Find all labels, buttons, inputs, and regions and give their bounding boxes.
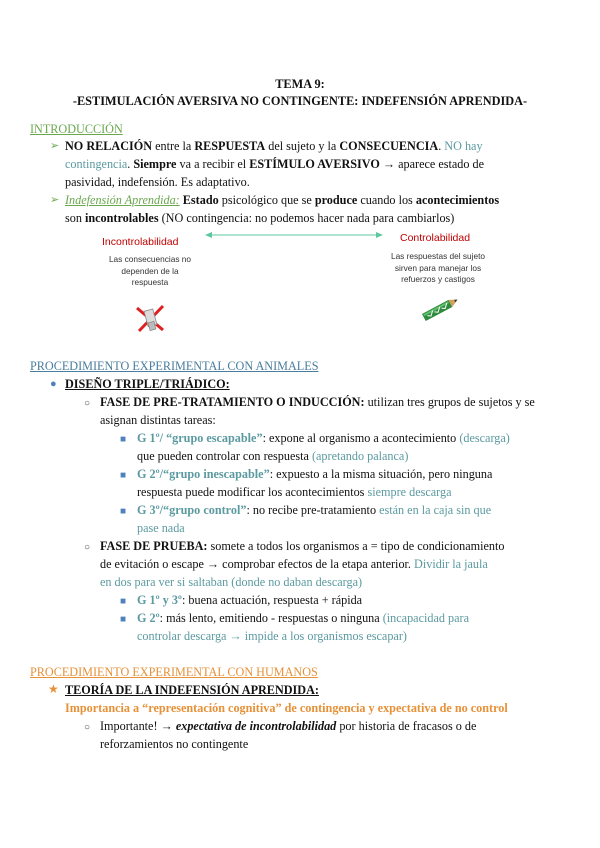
square-bullet-icon: ■ — [120, 434, 127, 445]
text-estado: Estado — [182, 193, 219, 207]
text: : no recibe pre-tratamiento — [246, 503, 380, 517]
group2-line1 — [137, 466, 592, 483]
result2-line1 — [137, 610, 592, 627]
text: cuando los — [357, 193, 416, 207]
theory-heading: TEORÍA DE LA INDEFENSIÓN APRENDIDA: — [65, 683, 319, 697]
circle-bullet-icon: ○ — [84, 722, 91, 733]
figure-text-right — [363, 251, 513, 286]
text-no-hay: NO hay — [444, 139, 483, 153]
text: va a recibir el — [176, 157, 250, 171]
phase2-label: FASE DE PRUEBA: — [100, 539, 208, 553]
phase2-line1 — [100, 538, 592, 555]
text: . — [438, 139, 445, 153]
text-no-relacion: NO RELACIÓN — [65, 139, 153, 153]
text-respuesta: RESPUESTA — [194, 139, 266, 153]
group1-line1 — [137, 430, 592, 447]
figure-text-line: sirven para manejar los — [394, 262, 482, 273]
phase1-line1 — [100, 394, 590, 411]
text: son — [65, 211, 85, 225]
text: Importante! → — [100, 719, 176, 733]
phase1-label: FASE DE PRE-TRATAMIENTO O INDUCCIÓN: — [100, 395, 365, 409]
text: siempre descarga — [367, 485, 452, 499]
arrow-bullet-icon: ➢ — [50, 194, 60, 206]
result1-label: G 1º y 3º — [137, 593, 182, 607]
design-heading: DISEÑO TRIPLE/TRIÁDICO: — [65, 377, 230, 391]
text: Dividir la jaula — [414, 557, 488, 571]
square-bullet-icon: ■ — [120, 596, 127, 607]
text: (NO contingencia: no podemos hacer nada para cambiarlos) — [158, 211, 455, 225]
group2-label: G 2º/“grupo inescapable” — [137, 467, 270, 481]
importance-line: Importancia a “representación cognitiva” de contingencia y expectativa de no control — [65, 701, 508, 715]
page-title: TEMA 9: — [275, 77, 325, 91]
text-expectativa: expectativa de incontrolabilidad — [175, 719, 337, 733]
text: del sujeto y la — [265, 139, 340, 153]
group1-line2 — [137, 448, 592, 465]
group1-label: G 1º/ “grupo escapable” — [137, 431, 263, 445]
text: : buena actuación, respuesta + rápida — [181, 593, 363, 607]
square-bullet-icon: ■ — [120, 614, 127, 625]
text-siempre: Siempre — [133, 157, 177, 171]
phase2-line2 — [100, 556, 592, 573]
arrow-bullet-icon: ➢ — [50, 140, 60, 152]
text: están en la caja sin que — [379, 503, 492, 517]
intro-item-1 — [65, 138, 585, 155]
text: respuesta puede modificar los acontecimientos — [137, 485, 368, 499]
figure-text-line: Las respuestas del sujeto — [390, 251, 486, 261]
figure-text-line: refuerzos y castigos — [401, 274, 475, 284]
figure-text-line: respuesta — [131, 277, 169, 287]
term-indefension: Indefensión Aprendida: — [65, 193, 180, 207]
circle-bullet-icon: ○ — [84, 398, 91, 409]
result1-line — [137, 592, 592, 609]
phase2-line3: en dos para ver si saltaban (donde no daban descarga) — [100, 575, 363, 589]
text-consecuencia: CONSECUENCIA — [339, 139, 439, 153]
intro-item-1-line3: pasividad, indefensión. Es adaptativo. — [65, 175, 250, 189]
text: : más lento, emitiendo - respuestas o ninguna — [159, 611, 383, 625]
text: utilizan tres grupos de sujetos y se — [364, 395, 535, 409]
text-estimulo: ESTÍMULO AVERSIVO — [249, 157, 380, 171]
note-line1 — [100, 718, 590, 735]
text: (descarga) — [459, 431, 510, 445]
figure-text-left — [80, 254, 220, 289]
result2-label: G 2º — [137, 611, 160, 625]
broken-pen-icon — [133, 300, 169, 336]
section-heading-animals: PROCEDIMIENTO EXPERIMENTAL CON ANIMALES — [30, 359, 319, 373]
group3-line2: pase nada — [137, 521, 185, 535]
double-arrow-icon — [205, 229, 383, 241]
dot-bullet-icon: ● — [50, 378, 57, 390]
pen-check-icon — [420, 293, 464, 323]
text: : expone al organismo a acontecimiento — [262, 431, 460, 445]
text: somete a todos los organismos a = tipo de condicionamiento — [207, 539, 505, 553]
text: → aparece estado de — [379, 157, 485, 171]
result2-line2: controlar descarga → impide a los organismos escapar) — [137, 629, 407, 643]
text-produce: produce — [314, 193, 358, 207]
note-line2: reforzamientos no contingente — [100, 737, 249, 751]
text-incontrolables: incontrolables — [84, 211, 159, 225]
section-heading-humans: PROCEDIMIENTO EXPERIMENTAL CON HUMANOS — [30, 665, 318, 679]
text: . — [127, 157, 134, 171]
text: de evitación o escape → comprobar efectos de la etapa anterior. — [100, 557, 415, 571]
figure-text-line: Las consecuencias no — [108, 254, 192, 264]
text: (incapacidad para — [382, 611, 469, 625]
group3-line1 — [137, 502, 592, 519]
text: que pueden controlar con respuesta — [137, 449, 312, 463]
square-bullet-icon: ■ — [120, 506, 127, 517]
text-contingencia: contingencia — [65, 157, 128, 171]
square-bullet-icon: ■ — [120, 470, 127, 481]
text: por historia de fracasos o de — [336, 719, 477, 733]
intro-item-2 — [65, 192, 590, 209]
group2-line2 — [137, 484, 592, 501]
text: : expuesto a la misma situación, pero ninguna — [269, 467, 493, 481]
intro-item-2-line2 — [65, 210, 590, 227]
text: entre la — [152, 139, 195, 153]
intro-item-1-line2 — [65, 156, 585, 173]
figure-text-line: dependen de la — [121, 265, 179, 276]
circle-bullet-icon: ○ — [84, 542, 91, 553]
text: psicológico que se — [218, 193, 315, 207]
star-bullet-icon: ★ — [48, 682, 59, 696]
group3-label: G 3º/“grupo control” — [137, 503, 247, 517]
figure-label-controlabilidad: Controlabilidad — [400, 232, 471, 244]
text: (apretando palanca) — [311, 449, 409, 463]
figure-label-incontrolabilidad: Incontrolabilidad — [102, 236, 179, 248]
text-acontecimientos: acontecimientos — [415, 193, 500, 207]
section-heading-intro: INTRODUCCIÓN — [30, 122, 123, 136]
phase1-line2: asignan distintas tareas: — [100, 413, 216, 427]
page-subtitle: -ESTIMULACIÓN AVERSIVA NO CONTINGENTE: INDEFENSIÓN APRENDIDA- — [72, 94, 528, 108]
